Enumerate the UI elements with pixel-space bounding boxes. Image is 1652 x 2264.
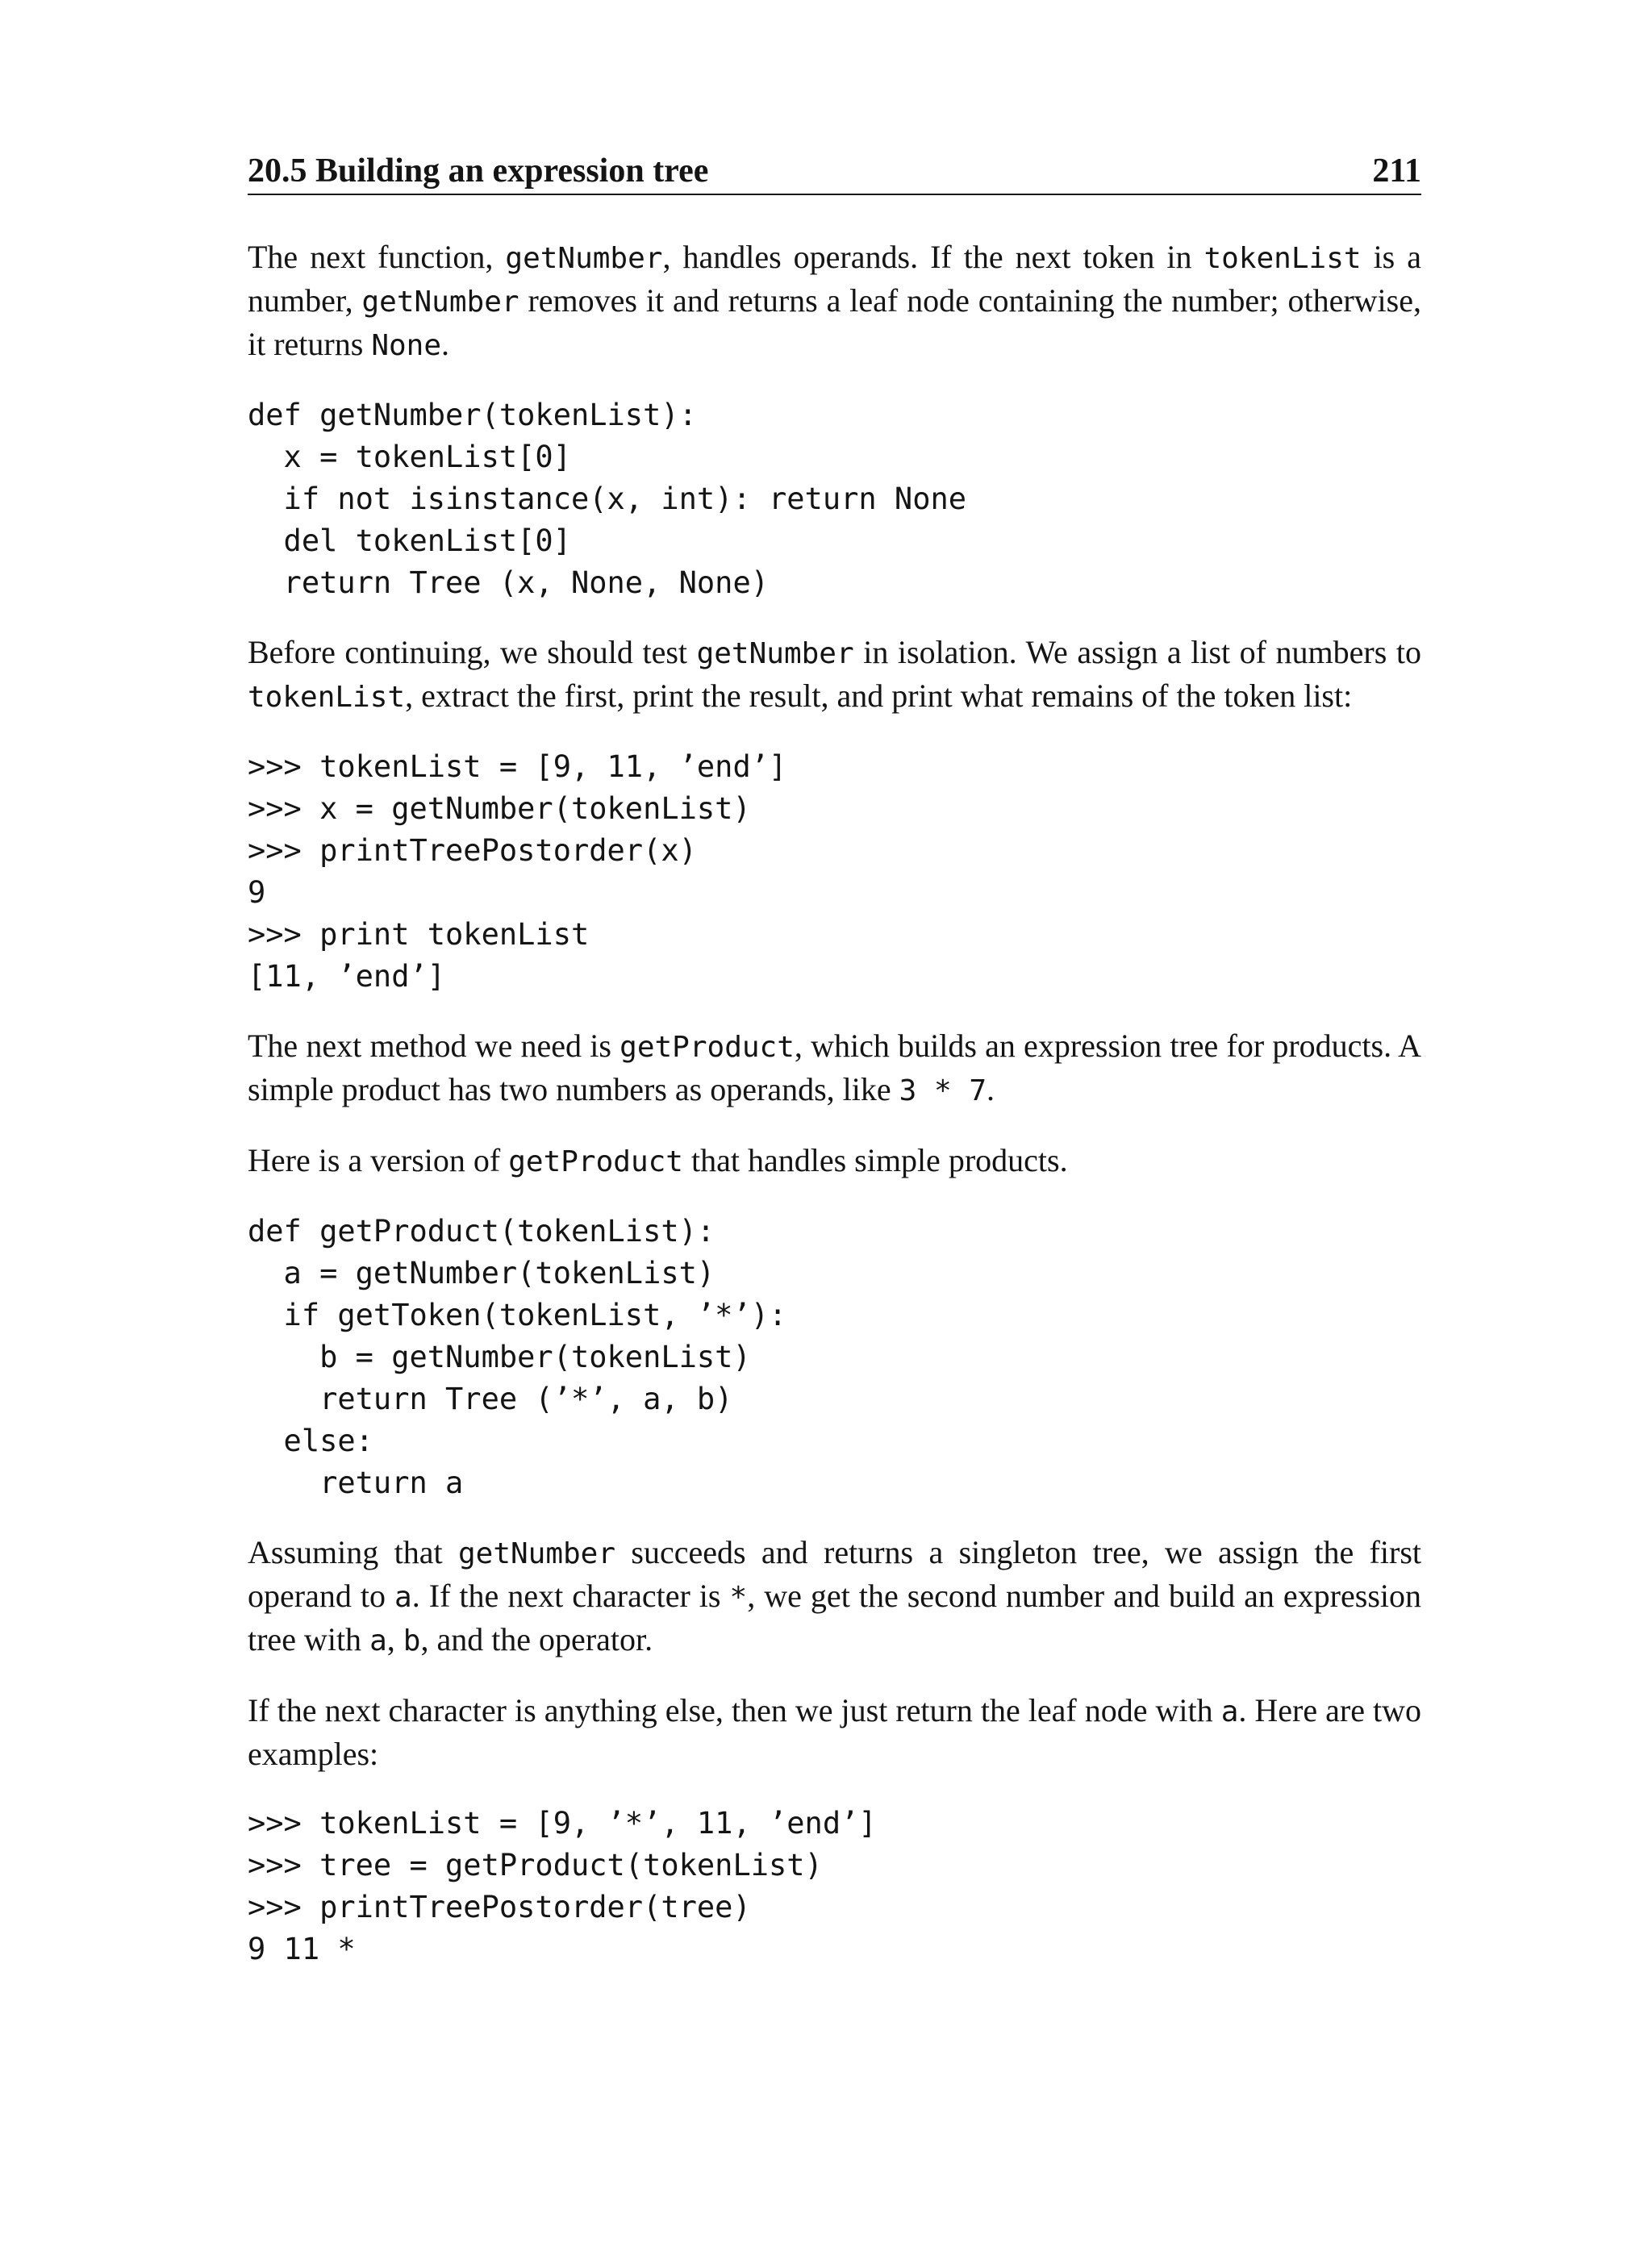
- inline-code: getNumber: [696, 637, 854, 670]
- paragraph-leaf-node: If the next character is anything else, then we just return the leaf node with a. Here are two examples:: [248, 1692, 1422, 1772]
- code-block-getnumber: def getNumber(tokenList): x = tokenList[0] if not isinstance(x, int): return None del tokenList[0] return Tree (x, None, None): [248, 398, 967, 600]
- inline-code: getProduct: [620, 1031, 795, 1064]
- inline-code: getNumber: [457, 1537, 616, 1570]
- paragraph-getproduct-version: Here is a version of getProduct that handles simple products.: [248, 1142, 1068, 1178]
- paragraph-getproduct-intro: The next method we need is getProduct, which builds an expression tree for products. A simple product has two numbers as operands, like 3 * 7.: [248, 1028, 1422, 1107]
- inline-code: a: [369, 1624, 387, 1657]
- running-header: [248, 152, 1421, 195]
- inline-code: getNumber: [361, 286, 519, 319]
- inline-code: None: [371, 329, 442, 362]
- paragraph-test-getnumber: Before continuing, we should test getNumber in isolation. We assign a list of numbers to tokenList, extract the first, print the result, and print what remains of the token list:: [248, 634, 1421, 714]
- paragraph-getproduct-explain: Assuming that getNumber succeeds and returns a singleton tree, we assign the first operand to a. If the next character is *, we get the second number and build an expression tree with a, b, and the operator.: [248, 1534, 1422, 1657]
- code-block-getnumber-example: >>> tokenList = [9, 11, ’end’] >>> x = getNumber(tokenList) >>> printTreePostorder(x) 9 >>> print tokenList [11, ’end’]: [248, 749, 787, 994]
- inline-code: tokenList: [248, 681, 406, 714]
- inline-code: *: [729, 1581, 748, 1614]
- inline-code: b: [403, 1624, 421, 1657]
- section-title: 20.5 Building an expression tree: [248, 152, 709, 190]
- inline-code: a: [394, 1581, 412, 1614]
- inline-code: tokenList: [1204, 242, 1362, 275]
- inline-code: getNumber: [505, 242, 663, 275]
- page-body: [248, 236, 1421, 1970]
- code-block-getproduct-example: >>> tokenList = [9, ’*’, 11, ’end’] >>> tree = getProduct(tokenList) >>> printTreePostorder(tree) 9 11 *: [248, 1806, 877, 1966]
- inline-code: a: [1220, 1695, 1239, 1728]
- code-block-getproduct: def getProduct(tokenList): a = getNumber(tokenList) if getToken(tokenList, ’*’): b = getNumber(tokenList) return Tree (’*’, a, b) else: return a: [248, 1214, 787, 1500]
- paragraph-getnumber-intro: The next function, getNumber, handles operands. If the next token in tokenList is a number, getNumber removes it and returns a leaf node containing the number; otherwise, it returns None.: [248, 239, 1422, 362]
- inline-code: 3 * 7: [899, 1074, 987, 1107]
- page-number: 211: [1372, 152, 1421, 190]
- inline-code: getProduct: [508, 1145, 683, 1178]
